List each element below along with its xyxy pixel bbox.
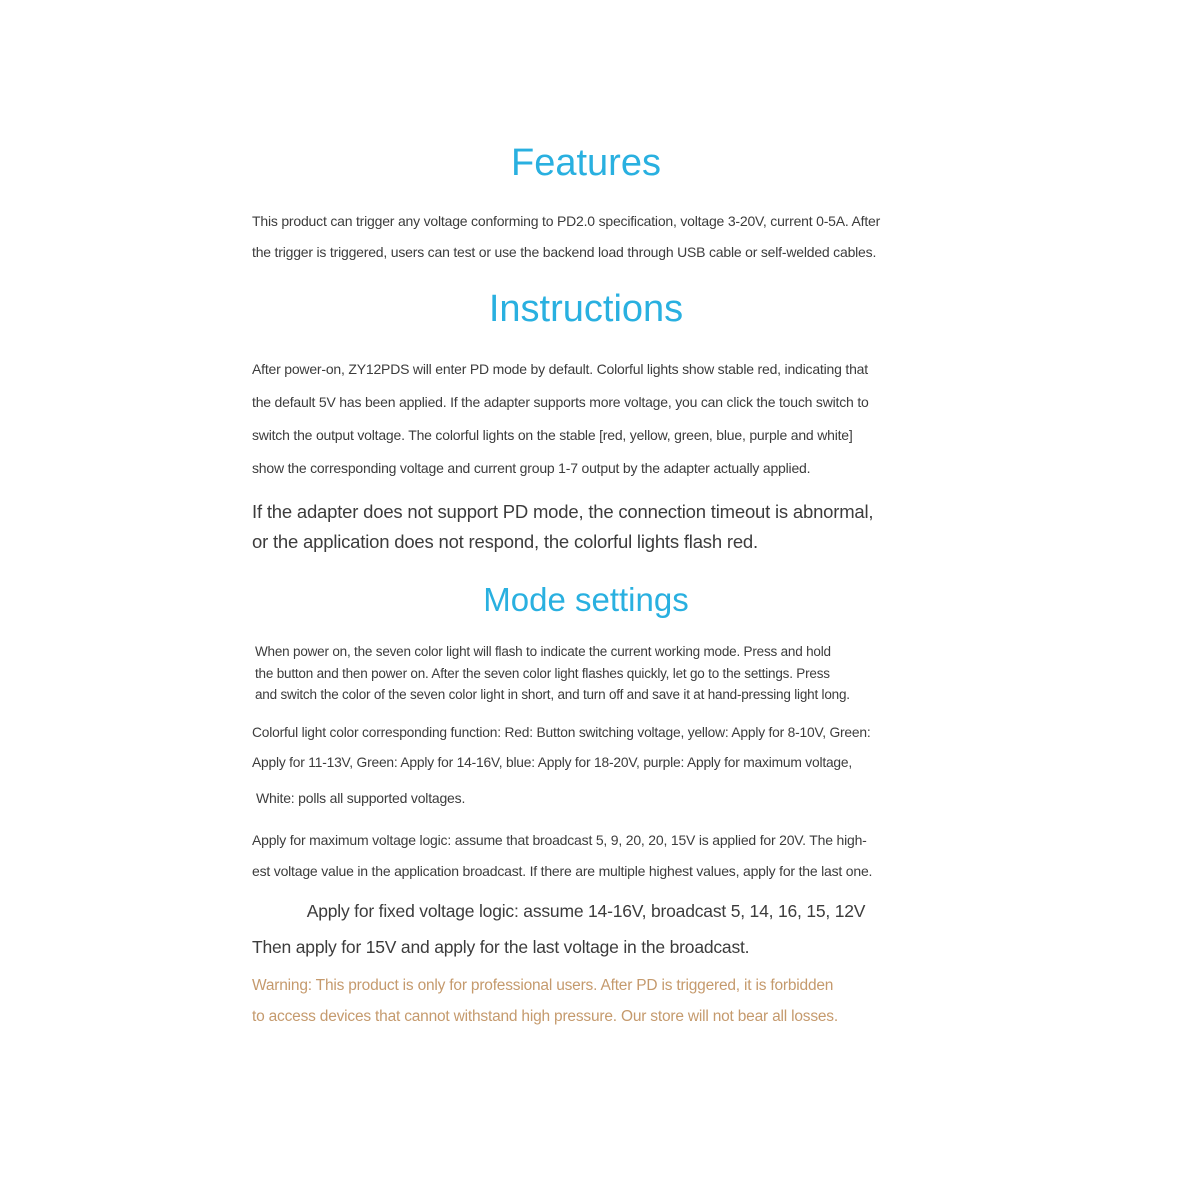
white-polls-paragraph (256, 783, 924, 814)
light-color-function-paragraph (252, 718, 920, 778)
features-body-line: This product can trigger any voltage conforming to PD2.0 specification, voltage 3-20V, current 0-5A. After (252, 213, 881, 229)
white-polls-line: White: polls all supported voltages. (256, 790, 466, 806)
fixed-voltage-logic-line: Apply for fixed voltage logic: assume 14-16V, broadcast 5, 14, 16, 15, 12V (306, 901, 866, 921)
instructions-heading: Instructions (488, 288, 684, 330)
light-color-function-line: Colorful light color corresponding function: Red: Button switching voltage, yellow: Apply for 8-10V, Green: (252, 725, 871, 740)
features-paragraph (252, 206, 920, 268)
warning-line: to access devices that cannot withstand high pressure. Our store will not bear all losses. (252, 1008, 838, 1025)
pd-unsupported-note-line: If the adapter does not support PD mode, the connection timeout is abnormal, (252, 501, 874, 522)
working-mode-paragraph (255, 641, 923, 706)
max-voltage-logic-line: est voltage value in the application broadcast. If there are multiple highest values, apply for the last one. (252, 863, 873, 879)
instructions-body-line: the default 5V has been applied. If the adapter supports more voltage, you can click the touch switch to (252, 394, 869, 410)
max-voltage-logic-line: Apply for maximum voltage logic: assume that broadcast 5, 9, 20, 20, 15V is applied for 20V. The high- (252, 832, 867, 848)
mode-settings-heading: Mode settings (483, 581, 689, 618)
instructions-body-line: switch the output voltage. The colorful lights on the stable [red, yellow, green, blue, purple and white] (252, 427, 853, 443)
pd-unsupported-note (252, 497, 920, 557)
warning-paragraph (252, 970, 920, 1032)
features-body-line: the trigger is triggered, users can test or use the backend load through USB cable or self-welded cables. (252, 244, 877, 260)
fixed-voltage-logic-paragraph (252, 896, 920, 926)
pd-unsupported-note-line: or the application does not respond, the colorful lights flash red. (252, 531, 758, 552)
instructions-body-line: After power-on, ZY12PDS will enter PD mode by default. Colorful lights show stable red, indicating that (252, 361, 868, 377)
max-voltage-logic-paragraph (252, 825, 920, 887)
then-apply-line: Then apply for 15V and apply for the last voltage in the broadcast. (252, 937, 750, 957)
warning-line: Warning: This product is only for professional users. After PD is triggered, it is forbidden (252, 977, 834, 994)
working-mode-line: and switch the color of the seven color light in short, and turn off and save it at hand-pressing light long. (255, 687, 850, 702)
light-color-function-line: Apply for 11-13V, Green: Apply for 14-16V, blue: Apply for 18-20V, purple: Apply for maximum voltage, (252, 755, 853, 770)
working-mode-line: When power on, the seven color light will flash to indicate the current working mode. Press and hold (255, 644, 831, 659)
instructions-paragraph (252, 353, 920, 485)
instructions-body-line: show the corresponding voltage and current group 1-7 output by the adapter actually applied. (252, 460, 811, 476)
features-heading: Features (511, 142, 661, 184)
working-mode-line: the button and then power on. After the seven color light flashes quickly, let go to the settings. Press (255, 665, 830, 681)
then-apply-paragraph (252, 932, 920, 962)
